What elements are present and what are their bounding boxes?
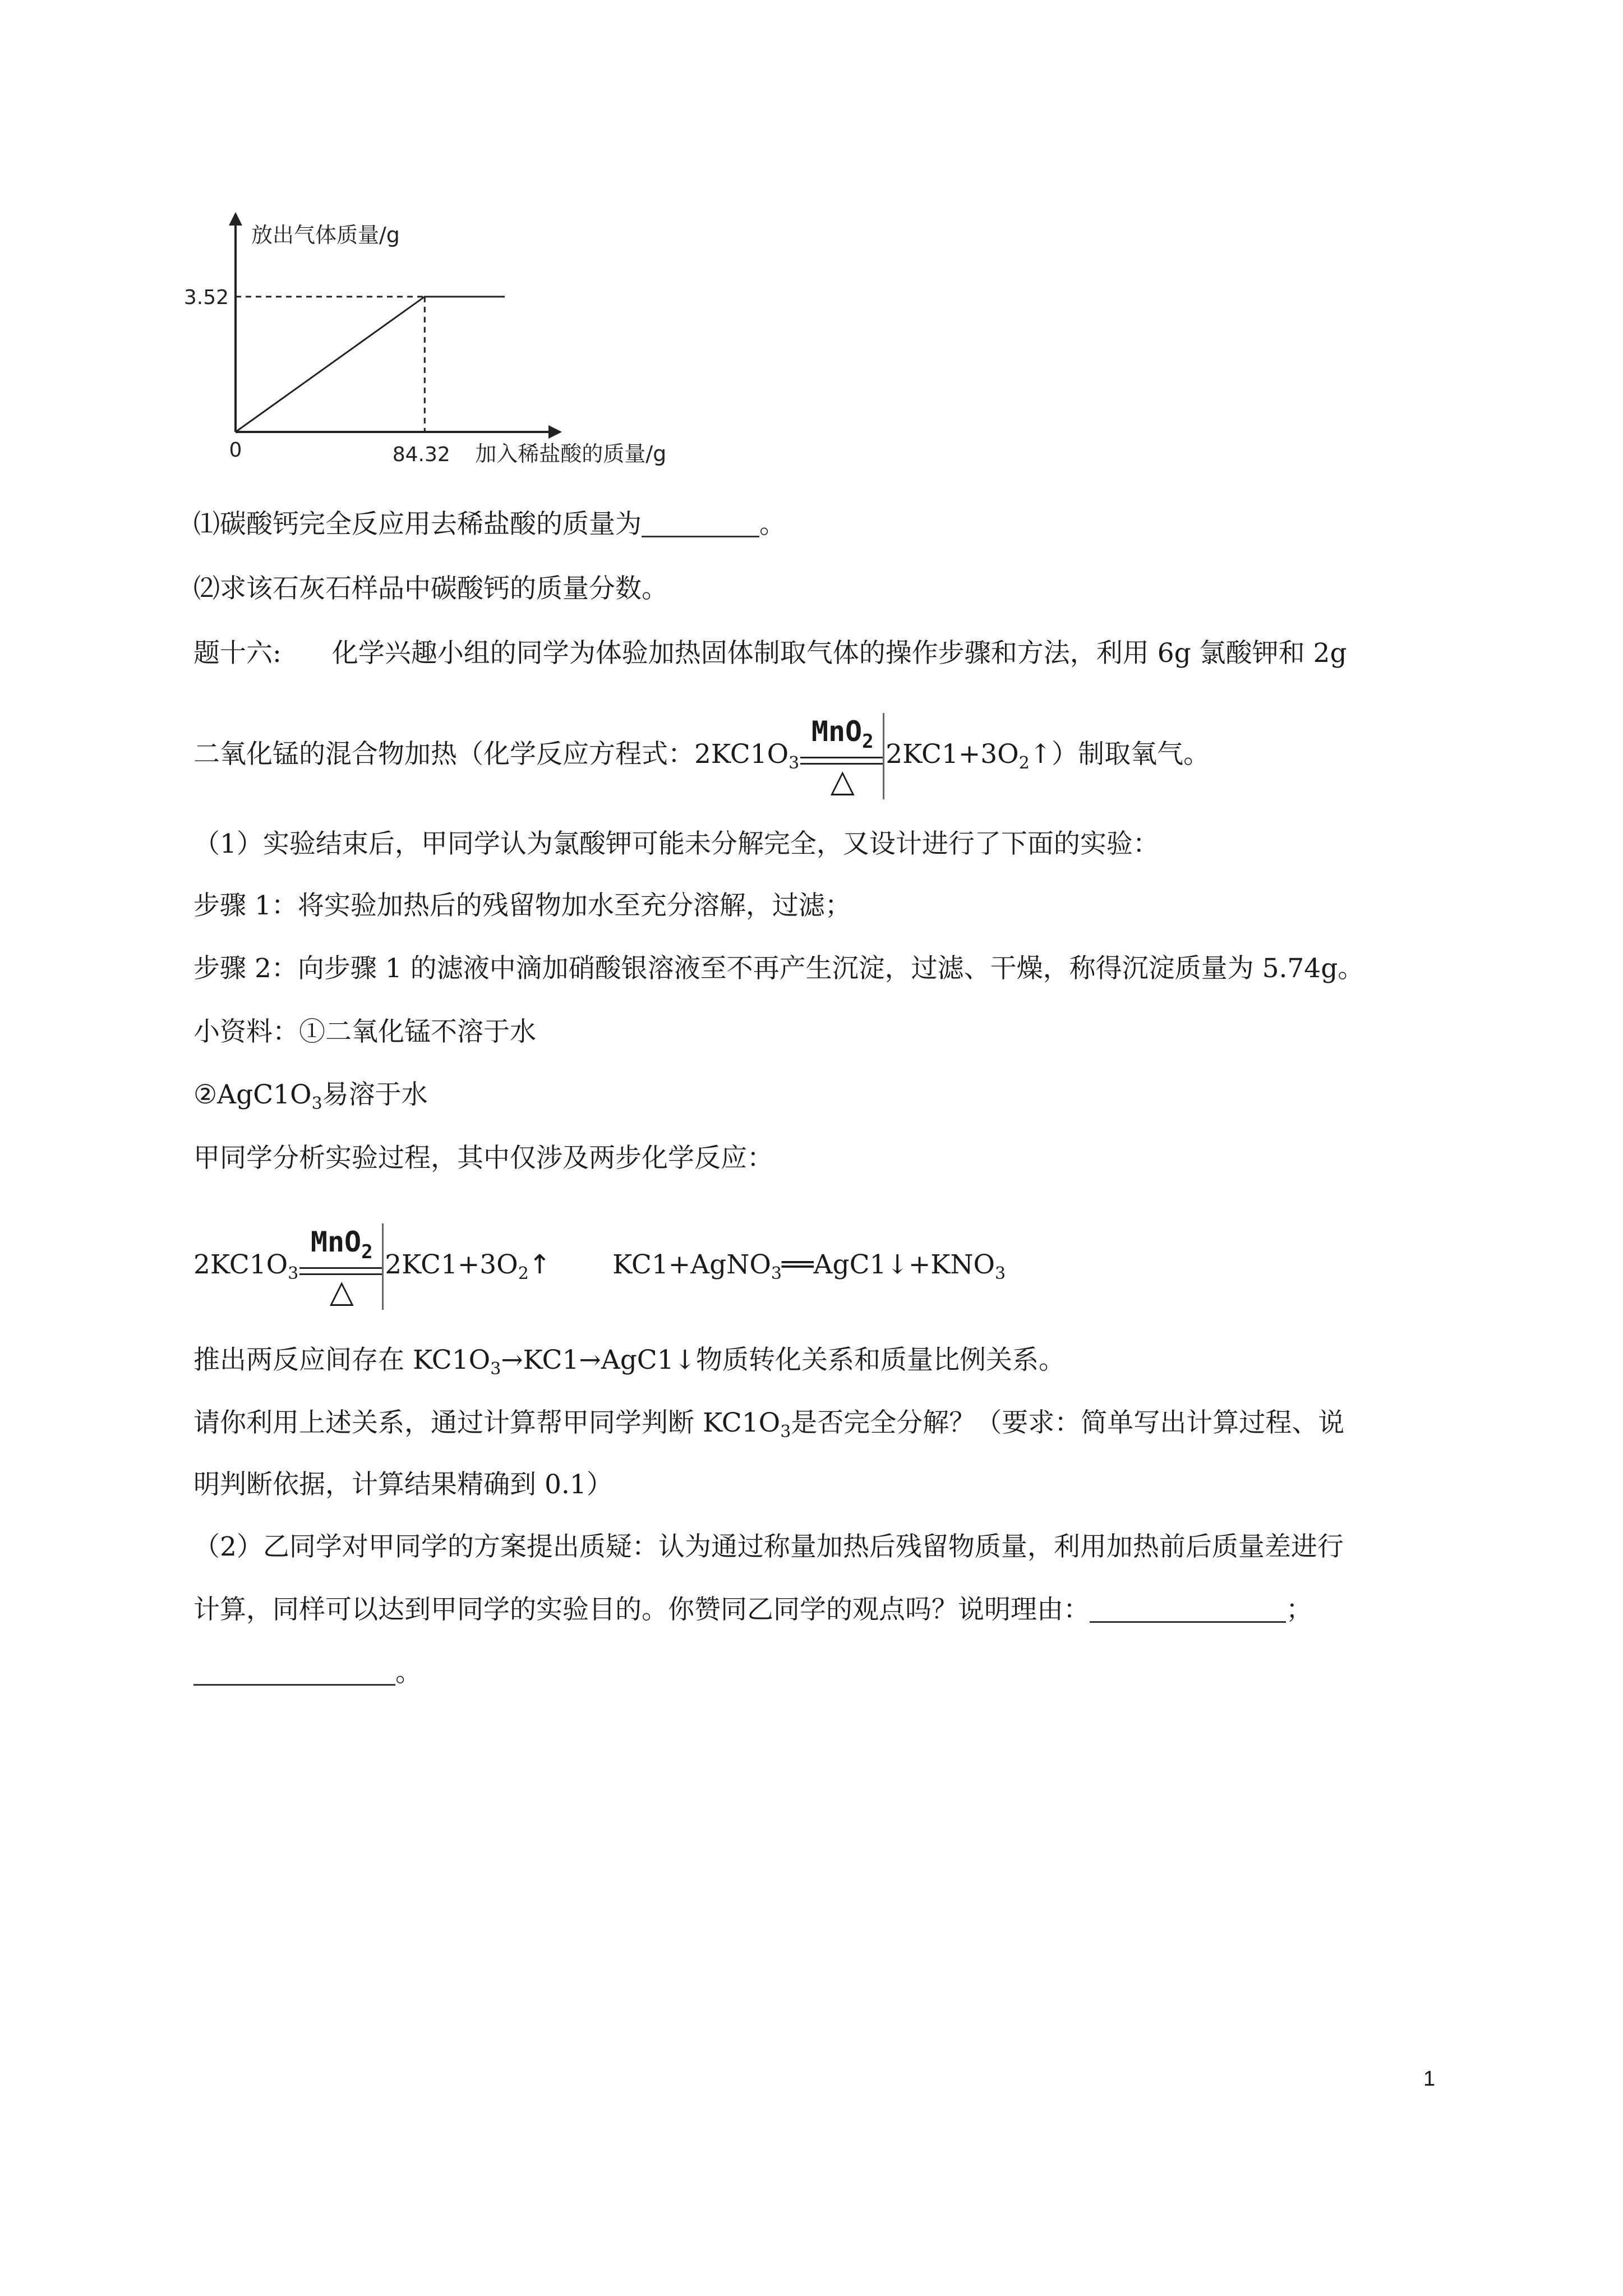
x-axis-label: 加入稀盐酸的质量/g (475, 441, 667, 466)
problem-16-line-1 (193, 637, 1347, 670)
info-2: $②AgC1O_3$易溶于水 (193, 1079, 428, 1114)
equation-1: $2KC1O_3$ MnO$_2$ △ $2KC1+3O_2↑$ (193, 1249, 551, 1280)
step-1: 步骤 1：将实验加热后的残留物加水至充分溶解，过滤； (193, 890, 851, 921)
question-1 (193, 508, 786, 541)
info-1: 小资料：①二氧化锰不溶于水 (193, 1016, 536, 1047)
chart-marks (236, 297, 505, 432)
request-line-1: 请你利用上述关系，通过计算帮甲同学判断 $KC1O_3$是否完全分解？（要求：简单写出计算过程、说 (193, 1407, 1345, 1442)
request-line-2: 明判断依据，计算结果精确到 0.1） (193, 1469, 613, 1500)
y-tick-label: 3.52 (183, 286, 229, 309)
question-1-end: 。 (759, 509, 786, 540)
answer-blank-1[interactable] (642, 510, 759, 537)
x-tick-label: 84.32 (392, 443, 450, 466)
question-2: ⑵求该石灰石样品中碳酸钙的质量分数。 (193, 573, 668, 604)
answer-blank-3[interactable] (193, 1658, 395, 1686)
catalyst-label: MnO$_2$ (310, 1226, 373, 1263)
heat-symbol: △ (830, 763, 855, 799)
part-2-line-1: （2）乙同学对甲同学的方案提出质疑：认为通过称量加热后残留物质量，利用加热前后质量差进行 (193, 1531, 1344, 1562)
intro-equation-prefix: 二氧化锰的混合物加热（化学反应方程式：2KC1O (193, 739, 789, 770)
gas-arrow-icon: ↑ (528, 1249, 551, 1280)
series-line (236, 297, 505, 432)
problem-16-label: 题十六: (193, 638, 282, 669)
equation-2: $KC1+AgNO_3══AgC1↓+KNO_3$ (612, 1249, 1006, 1283)
y-axis-label: 放出气体质量/g (251, 223, 400, 247)
gas-mass-chart (183, 213, 667, 471)
heat-symbol: △ (329, 1273, 354, 1310)
reaction-condition (800, 713, 884, 799)
question-1-text: ⑴碳酸钙完全反应用去稀盐酸的质量为 (193, 509, 642, 540)
part-2-line-3: 。 (193, 1656, 422, 1690)
analysis-text: 甲同学分析实验过程，其中仅涉及两步化学反应： (193, 1143, 773, 1174)
subscript: 2 (1018, 753, 1030, 773)
problem-16-intro: 化学兴趣小组的同学为体验加热固体制取气体的操作步骤和方法，利用 6g 氯酸钾和 2g (331, 638, 1347, 669)
catalyst-label: MnO$_2$ (811, 715, 874, 753)
problem-16-line-2 (193, 712, 1210, 797)
step-2: 步骤 2：向步骤 1 的滤液中滴加硝酸银溶液至不再产生沉淀，过滤、干燥，称得沉淀质量为 5.74g。 (193, 953, 1364, 984)
origin-label: 0 (229, 439, 242, 462)
page-number: 1 (1423, 2067, 1436, 2091)
part-2-line-2: 计算，同样可以达到甲同学的实验目的。你赞同乙同学的观点吗？说明理由： ； (193, 1594, 1312, 1625)
part-1-intro: （1）实验结束后，甲同学认为氯酸钾可能未分解完全，又设计进行了下面的实验： (193, 829, 1159, 859)
answer-blank-2[interactable] (1090, 1595, 1286, 1623)
reaction-condition (299, 1223, 384, 1310)
equations-line (193, 1223, 1006, 1310)
subscript: 3 (789, 753, 800, 773)
intro-equation-suffix: ↑）制取氧气。 (1029, 739, 1210, 770)
chart-axes (236, 219, 555, 432)
relation-text: 推出两反应间存在 $KC1O_3\to KC1\to AgC1↓$物质转化关系和质量比例关系。 (193, 1345, 1066, 1379)
intro-equation-products: 2KC1+3O (886, 739, 1019, 770)
